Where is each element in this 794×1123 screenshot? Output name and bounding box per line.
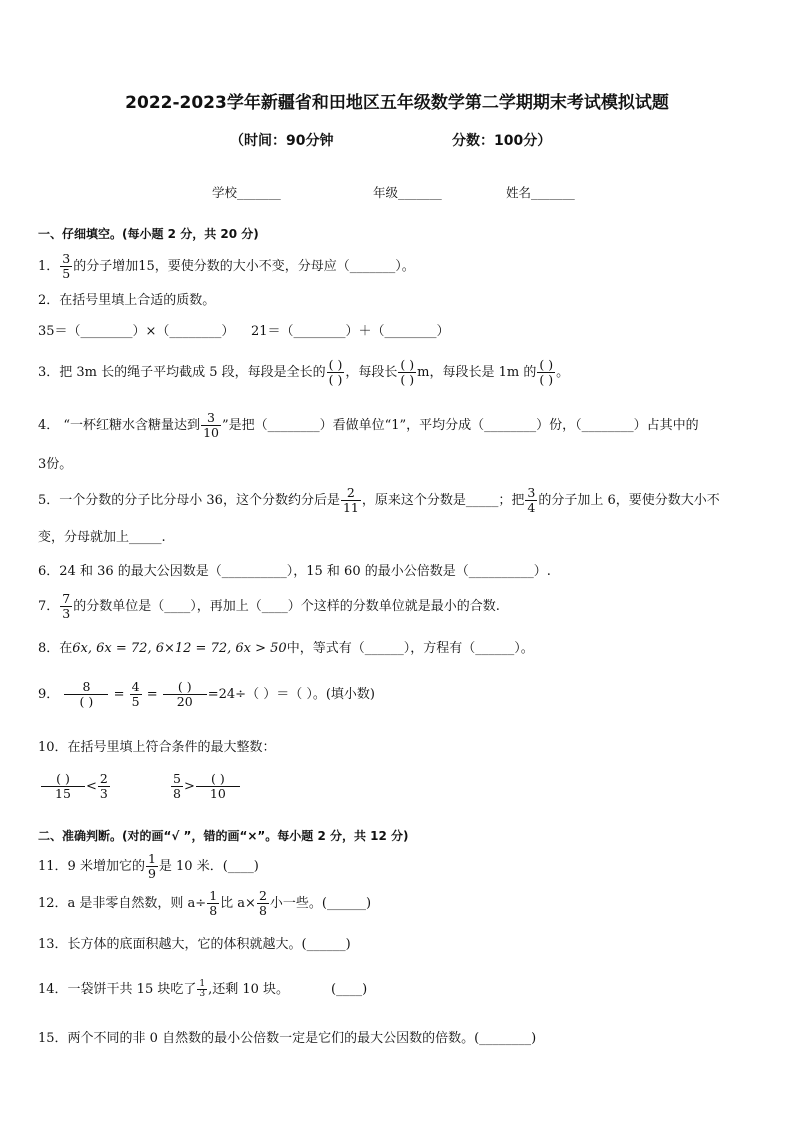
school-field: 学校_______ bbox=[212, 185, 281, 200]
question-4: 4． “一杯红糖水含糖量达到 $\frac{3}{10}$ ”是把（________）看做单位“1”，平均分成（________）份，（________）占其中的 bbox=[38, 410, 699, 440]
question-2: 2．在括号里填上合适的质数。 bbox=[38, 293, 216, 308]
question-1: 1． $\frac{3}{5}$ 的分子增加15，要使分数的大小不变，分母应（_______）。 bbox=[38, 251, 415, 281]
question-8: 8．在6x, 6x = 72, 6×12 = 72, 6x > 50中，等式有（______），方程有（______）。 bbox=[38, 641, 534, 656]
question-10-a: $\frac{( )}{15}$ < $\frac{2}{3}$ bbox=[40, 772, 111, 801]
grade-field: 年级_______ bbox=[373, 185, 442, 200]
fraction: $\frac{3}{5}$ bbox=[62, 251, 71, 281]
question-14: 14．一袋饼干共 15 块吃了 $\frac{1}{3}$ ,还剩 10 块。 (____) bbox=[38, 979, 368, 999]
exam-time: （时间：90分钟 bbox=[230, 133, 334, 149]
question-10: 10．在括号里填上符合条件的最大整数： bbox=[38, 740, 276, 755]
question-10-b: $\frac{5}{8}$ > $\frac{( )}{10}$ bbox=[170, 772, 241, 801]
question-11: 11．9 米增加它的 $\frac{1}{9}$ 是 10 米．(____) bbox=[38, 851, 259, 881]
exam-score: 分数：100分） bbox=[452, 133, 552, 149]
question-15: 15．两个不同的非 0 自然数的最小公倍数一定是它们的最大公因数的倍数。(________) bbox=[38, 1031, 537, 1046]
question-12: 12．a 是非零自然数，则 a÷ $\frac{1}{8}$ 比 a× $\frac{2}{8}$ 小一些。(______) bbox=[38, 888, 372, 918]
question-4-cont: 3份。 bbox=[38, 457, 73, 472]
name-field: 姓名_______ bbox=[506, 185, 575, 200]
page-title: 2022-2023学年新疆省和田地区五年级数学第二学期期末考试模拟试题 bbox=[125, 93, 669, 113]
question-9: 9． $\frac{8}{( )}$ = $\frac{4}{5}$ = $\frac{( )}{20}$ =24÷（ ）＝（ ）。(填小数) bbox=[38, 679, 375, 709]
question-5: 5．一个分数的分子比分母小 36，这个分数约分后是 $\frac{2}{11}$ ，原来这个分数是_____；把 $\frac{3}{4}$ 的分子加上 6，要使分数大小不 bbox=[38, 485, 720, 515]
question-5-cont: 变，分母就加上_____. bbox=[38, 530, 166, 545]
question-2-line: 35＝（________）×（________） 21＝（________）＋（________） bbox=[38, 324, 450, 339]
section-1-heading: 一、仔细填空。(每小题 2 分，共 20 分) bbox=[38, 227, 259, 241]
section-2-heading: 二、准确判断。(对的画“√ ”，错的画“×”。每小题 2 分，共 12 分) bbox=[38, 829, 409, 843]
question-7: 7． $\frac{7}{3}$ 的分数单位是（____），再加上（____）个这样的分数单位就是最小的合数. bbox=[38, 591, 500, 621]
question-3: 3．把 3m 长的绳子平均截成 5 段，每段是全长的 $\frac{( )}{( )}$ ，每段长 $\frac{( )}{( )}$ m，每段长是 1m 的 $\frac{( )}{( )}$ 。 bbox=[38, 357, 570, 387]
question-13: 13．长方体的底面积越大，它的体积就越大。(______) bbox=[38, 937, 351, 952]
question-6: 6．24 和 36 的最大公因数是（__________），15 和 60 的最小公倍数是（__________）. bbox=[38, 564, 551, 579]
